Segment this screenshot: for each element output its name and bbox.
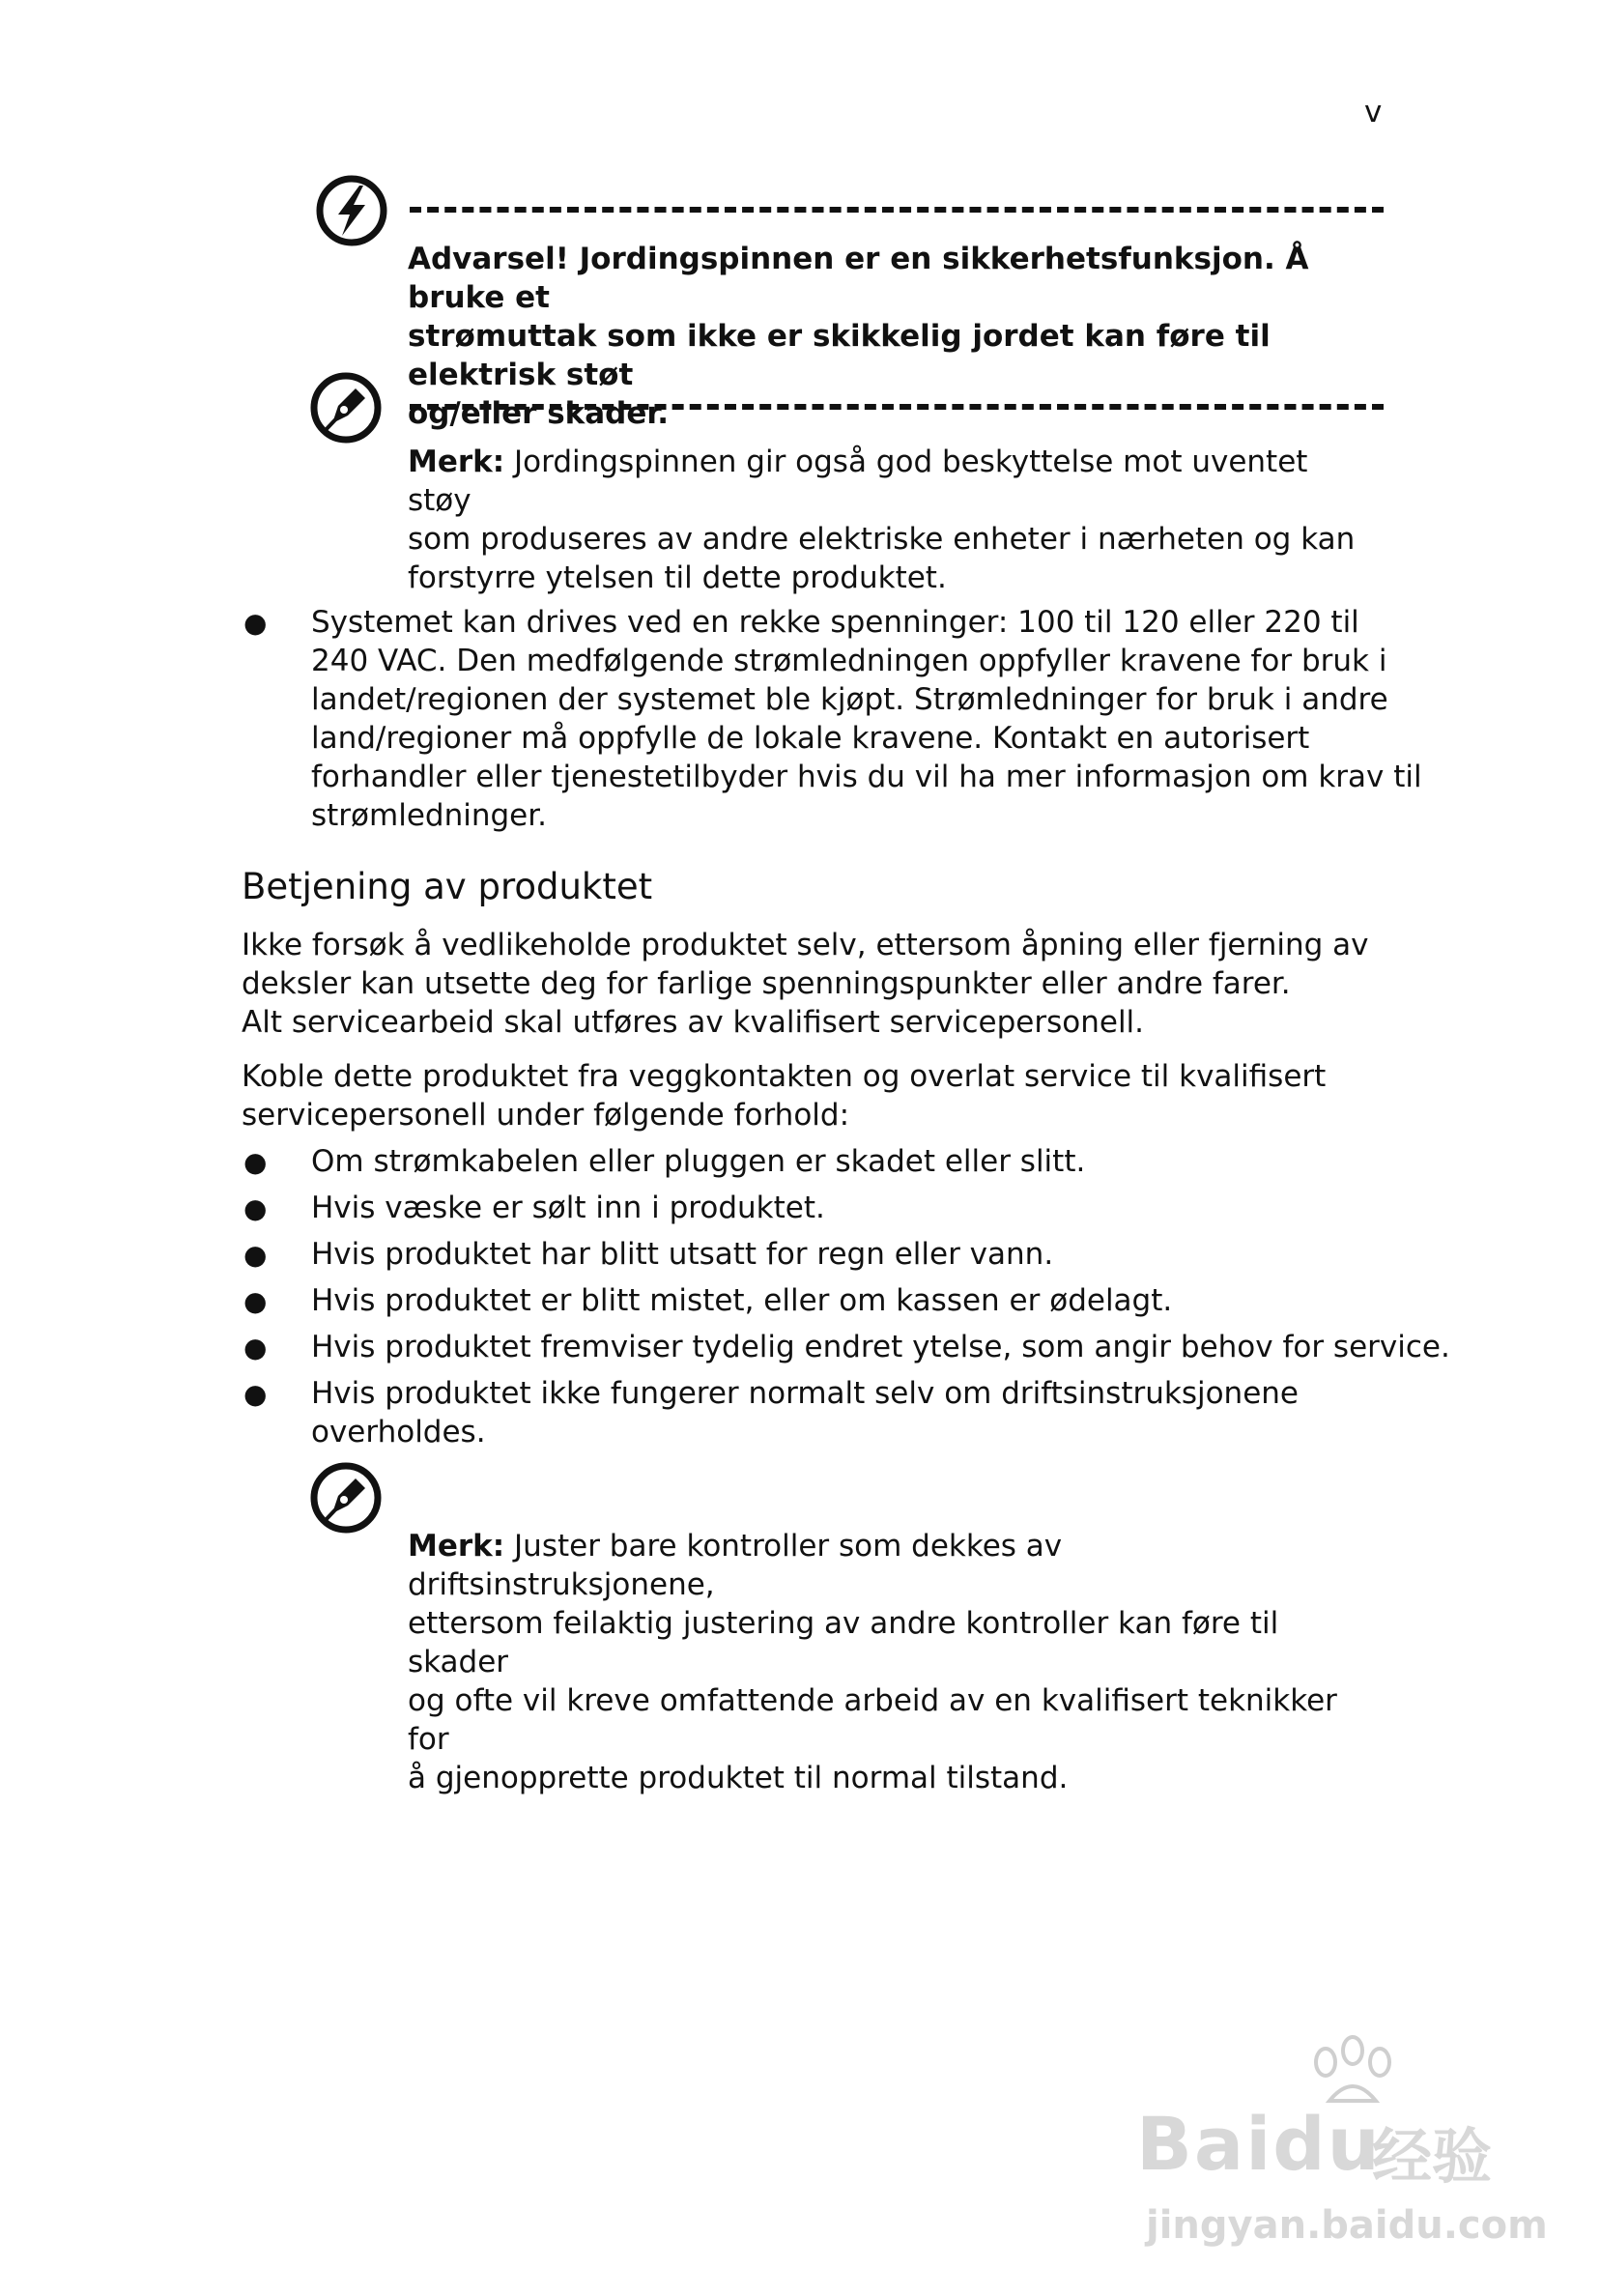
bullet-marker: ●	[243, 1192, 268, 1224]
page-number: v	[1364, 95, 1383, 129]
list-item: Hvis produktet er blitt mistet, eller om kassen er ødelagt.	[311, 1283, 1173, 1318]
baidu-watermark	[1136, 2033, 1548, 2275]
list-item: Hvis produktet har blitt utsatt for regn eller vann.	[311, 1237, 1054, 1272]
watermark-cn: 经验	[1372, 2121, 1493, 2192]
list-item: Om strømkabelen eller pluggen er skadet eller slitt.	[311, 1144, 1086, 1179]
bullet-marker: ●	[243, 1239, 268, 1271]
list-item: Hvis væske er sølt inn i produktet.	[311, 1191, 825, 1225]
warning-divider	[410, 207, 1384, 213]
paw-icon	[1297, 2033, 1413, 2110]
lightning-warning-icon	[315, 174, 388, 247]
bullet-marker: ●	[243, 1378, 268, 1410]
note-divider	[410, 404, 1384, 410]
pen-note-icon	[309, 1461, 383, 1535]
bullet-marker: ●	[243, 1332, 268, 1363]
note-label: Merk:	[408, 445, 505, 479]
voltage-paragraph: Systemet kan drives ved en rekke spenninger: 100 til 120 eller 220 til 240 VAC. Den medfølgende strømledningen oppfyller kravene for bruk i landet/regionen der systemet ble kjøpt. Strømledninger for bruk i andre land/regioner må oppfylle de lokale kravene. Kontakt en autorisert forhandler eller tjenestetilbyder hvis du vil ha mer informasjon om krav til strømledninger.	[311, 605, 1422, 833]
bullet-marker: ●	[243, 1285, 268, 1317]
bullet-marker: ●	[243, 607, 268, 639]
note-text: Merk: Jordingspinnen gir også god beskyttelse mot uventet støy som produseres av andre elektriske enheter i nærheten og kan forstyrre ytelsen til dette produktet.	[408, 445, 1356, 595]
watermark-brand: Baidu	[1136, 2101, 1382, 2187]
note-label: Merk:	[408, 1529, 505, 1564]
bullet-marker: ●	[243, 1146, 268, 1178]
section-heading: Betjening av produktet	[242, 866, 653, 907]
conditions-intro: Koble dette produktet fra veggkontakten og overlat service til kvalifisert servicepersonell under følgende forhold:	[242, 1059, 1327, 1133]
note-text: Merk: Juster bare kontroller som dekkes av driftsinstruksjonene, ettersom feilaktig justering av andre kontroller kan føre til skader og ofte vil kreve omfattende arbeid av en kvalifisert teknikker for å gjenopprette produktet til normal tilstand.	[408, 1529, 1337, 1795]
pen-note-icon	[309, 371, 383, 445]
service-paragraph: Ikke forsøk å vedlikeholde produktet selv, ettersom åpning eller fjerning av deksler kan utsette deg for farlige spenningspunkter eller andre farer. Alt servicearbeid skal utføres av kvalifisert servicepersonell.	[242, 928, 1369, 1040]
list-item: Hvis produktet fremviser tydelig endret ytelse, som angir behov for service.	[311, 1330, 1450, 1364]
warning-text: Advarsel! Jordingspinnen er en sikkerhetsfunksjon. Å bruke et strømuttak som ikke er skikkelig jordet kan føre til elektrisk støt og/eller skader.	[408, 242, 1309, 431]
list-item: Hvis produktet ikke fungerer normalt selv om driftsinstruksjonene overholdes.	[311, 1376, 1300, 1449]
watermark-url: jingyan.baidu.com	[1146, 2203, 1548, 2248]
